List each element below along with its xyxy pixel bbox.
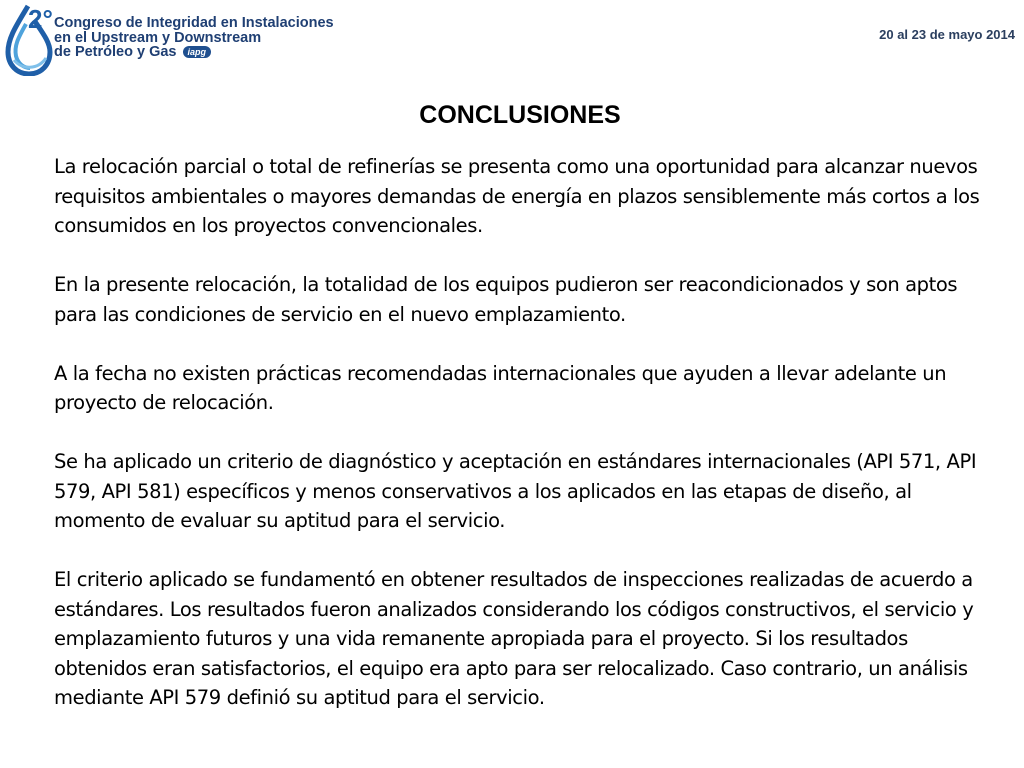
conference-title-line: Congreso de Integridad en Instalaciones xyxy=(54,15,334,31)
body-paragraph: La relocación parcial o total de refinerías se presenta como una oportunidad para alcanzar nuevos requisitos ambientales o mayores demandas de energía en plazos sensiblemente más cortos a los consumidos en los proyectos convencionales. xyxy=(54,155,980,237)
slide-header xyxy=(0,0,1024,80)
body-paragraph: A la fecha no existen prácticas recomendadas internacionales que ayuden a llevar adelante un proyecto de relocación. xyxy=(54,361,947,414)
body-paragraph: Se ha aplicado un criterio de diagnóstico y aceptación en estándares internacionales (API 571, API 579, API 581) específicos y menos conservativos a los aplicados en las etapas de diseño, al momento de evaluar su aptitud para el servicio. xyxy=(54,450,977,532)
conference-title xyxy=(54,16,334,60)
slide-heading: CONCLUSIONES xyxy=(419,101,621,129)
conference-title-line: de Petróleo y Gas xyxy=(54,44,177,60)
conference-logo xyxy=(4,2,54,76)
logo-number: 2° xyxy=(28,4,53,34)
slide-body xyxy=(54,152,989,742)
body-paragraph: En la presente relocación, la totalidad de los equipos pudieron ser reacondicionados y son aptos para las condiciones de servicio en el nuevo emplazamiento. xyxy=(54,273,958,326)
iapg-badge: iapg xyxy=(183,46,212,58)
event-date: 20 al 23 de mayo 2014 xyxy=(879,27,1015,42)
conference-title-line: en el Upstream y Downstream xyxy=(54,29,262,46)
body-paragraph: El criterio aplicado se fundamentó en obtener resultados de inspecciones realizadas de acuerdo a estándares. Los resultados fueron analizados considerando los códigos constructivos, el servicio y emplazamiento futuros y una vida remanente apropiada para el proyecto. Si los resultados obtenidos eran satisfactorios, el equipo era apto para ser relocalizado. Caso contrario, un análisis mediante API 579 definió su aptitud para el servicio. xyxy=(54,568,974,709)
